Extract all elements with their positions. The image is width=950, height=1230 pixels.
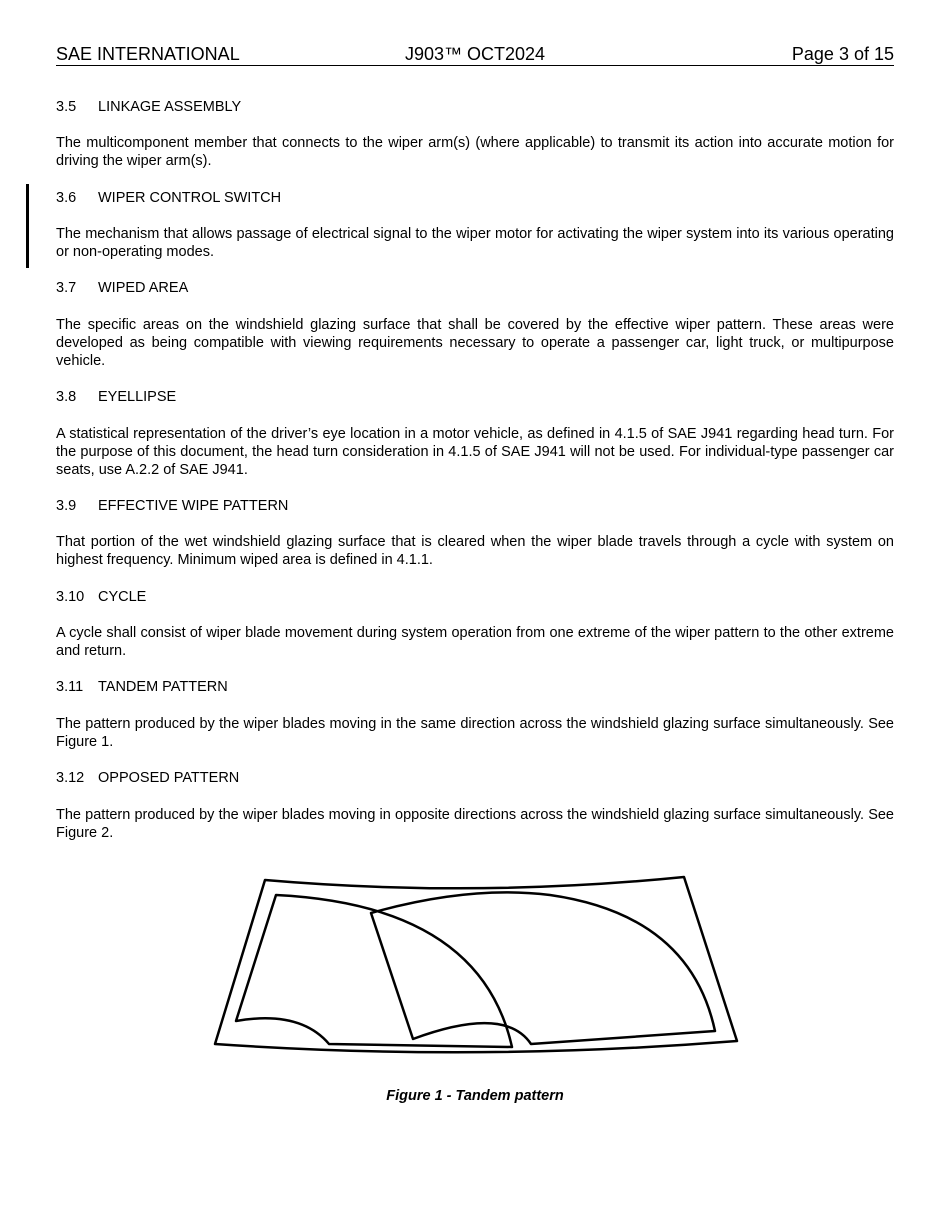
- section-number: 3.11: [56, 679, 84, 695]
- section-body-3-11: The pattern produced by the wiper blades moving in the same direction across the windshield glazing surface simultaneously. See Figure 1.: [56, 716, 894, 750]
- section-body-3-10: A cycle shall consist of wiper blade movement during system operation from one extreme of the wiper pattern to the other extreme and return.: [56, 625, 894, 659]
- section-number: 3.12: [56, 770, 85, 786]
- section-body-3-12: The pattern produced by the wiper blades moving in opposite directions across the windshield glazing surface simultaneously. See Figure 2.: [56, 807, 894, 841]
- section-number: 3.10: [56, 589, 85, 605]
- section-title: EFFECTIVE WIPE PATTERN: [98, 498, 289, 514]
- section-title: WIPED AREA: [98, 280, 189, 296]
- section-body-3-5: The multicomponent member that connects to the wiper arm(s) (where applicable) to transmit its action into accurate motion for driving the wiper arm(s).: [56, 135, 894, 169]
- section-number: 3.6: [56, 190, 77, 206]
- section-body-3-6: The mechanism that allows passage of electrical signal to the wiper motor for activating the wiper system into its various operating or non-operating modes.: [56, 226, 894, 260]
- header-document-id: J903™ OCT2024: [404, 44, 546, 64]
- section-title: WIPER CONTROL SWITCH: [98, 190, 282, 206]
- section-body-3-7: The specific areas on the windshield glazing surface that shall be covered by the effective wiper pattern. These areas were developed as being compatible with viewing requirements necessary to operate a passenger car, light truck, or multipurpose vehicle.: [56, 317, 894, 369]
- section-heading-3-5: [56, 98, 241, 116]
- windshield-outline: [215, 877, 737, 1052]
- header-page-number: Page 3 of 15: [791, 44, 894, 64]
- section-title: TANDEM PATTERN: [98, 679, 228, 695]
- section-heading-3-6: [56, 189, 281, 207]
- section-title: CYCLE: [98, 589, 147, 605]
- section-title: LINKAGE ASSEMBLY: [98, 99, 242, 115]
- section-heading-3-7: [56, 279, 188, 297]
- section-body-3-8: A statistical representation of the driver’s eye location in a motor vehicle, as defined in 4.1.5 of SAE J941 regarding head turn. For the purpose of this document, the head turn consideration in 4.1.5 of SAE J941 will not be used. For individual-type passenger car seats, use A.2.2 of SAE J941.: [56, 426, 894, 478]
- tandem-wiper-pattern-diagram: [200, 868, 750, 1063]
- section-heading-3-12: [56, 769, 239, 787]
- page-header: [56, 43, 894, 66]
- section-number: 3.8: [56, 389, 77, 405]
- section-number: 3.9: [56, 498, 77, 514]
- section-heading-3-10: [56, 588, 146, 606]
- header-organization: SAE INTERNATIONAL: [56, 44, 240, 64]
- section-body-3-9: That portion of the wet windshield glazing surface that is cleared when the wiper blade travels through a cycle with system on highest frequency. Minimum wiped area is defined in 4.1.1.: [56, 534, 894, 568]
- section-heading-3-11: [56, 678, 228, 696]
- right-wipe-pattern: [371, 892, 715, 1044]
- section-heading-3-8: [56, 388, 176, 406]
- figure-caption: Figure 1 - Tandem pattern: [386, 1088, 564, 1104]
- section-title: EYELLIPSE: [98, 389, 177, 405]
- revision-change-bar: [26, 184, 29, 268]
- section-heading-3-9: [56, 497, 288, 515]
- section-number: 3.5: [56, 99, 77, 115]
- section-title: OPPOSED PATTERN: [98, 770, 240, 786]
- section-number: 3.7: [56, 280, 77, 296]
